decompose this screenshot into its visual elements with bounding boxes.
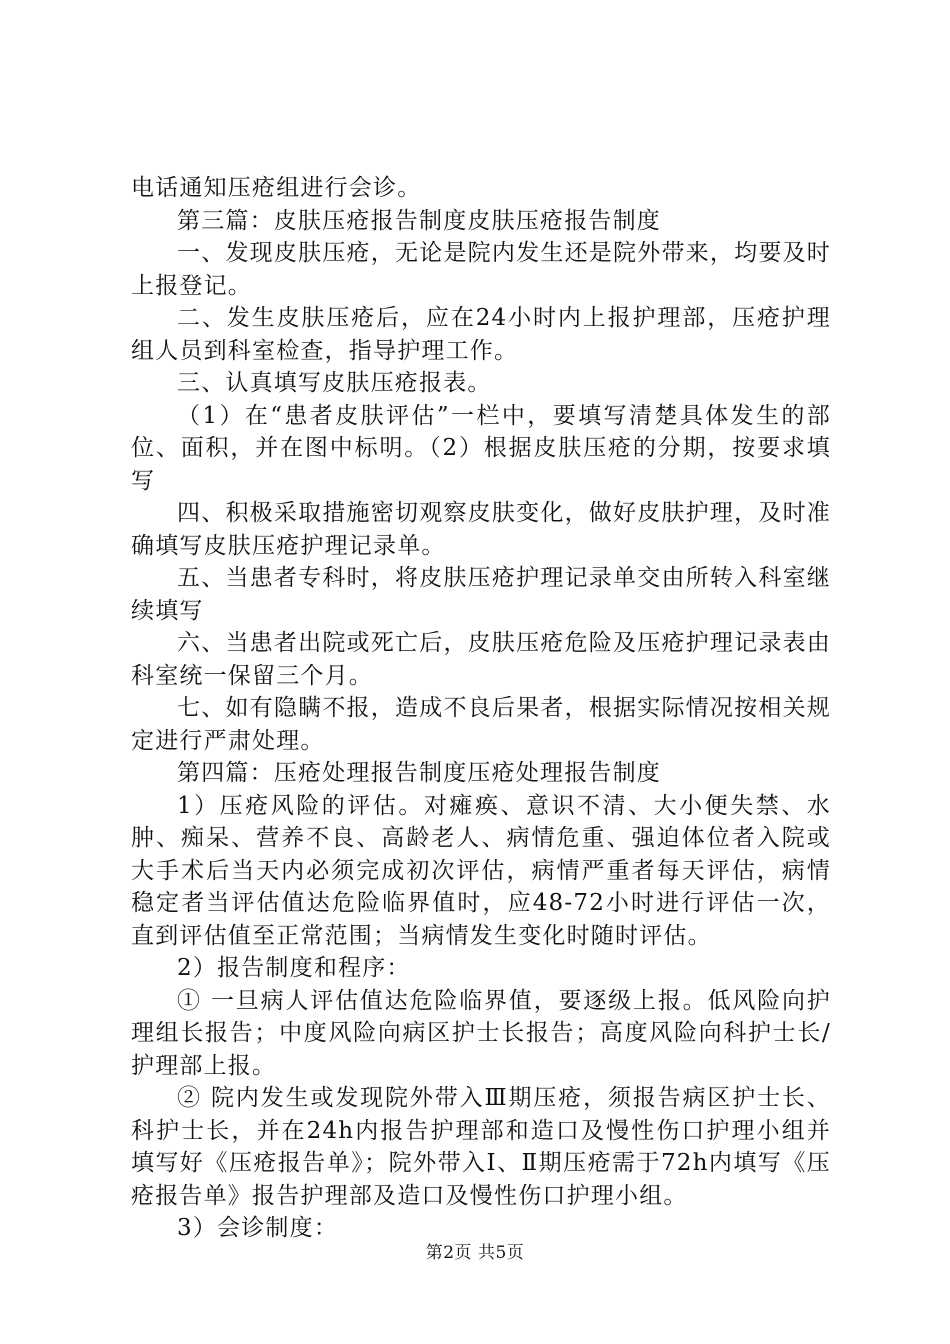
- paragraph-item-3-detail: （1）在“患者皮肤评估”一栏中，要填写清楚具体发生的部位、面积，并在图中标明。（2）根据皮肤压疮的分期，按要求填写: [131, 402, 831, 494]
- paragraph-1: 电话通知压疮组进行会诊。: [131, 175, 422, 201]
- paragraph-item-1: 一、发现皮肤压疮，无论是院内发生还是院外带来，均要及时上报登记。: [131, 240, 831, 299]
- page-number: 第2页 共5页: [425, 1243, 525, 1263]
- paragraph-item-5: 五、当患者专科时，将皮肤压疮护理记录单交由所转入科室继续填写: [131, 565, 831, 624]
- document-body: [131, 172, 831, 1245]
- paragraph-procedure-1: ① 一旦病人评估值达危险临界值，要逐级上报。低风险向护理组长报告；中度风险向病区护士长报告；高度风险向科护士长/护理部上报。: [131, 987, 831, 1079]
- section-heading-3: 第三篇：皮肤压疮报告制度皮肤压疮报告制度: [177, 207, 661, 234]
- paragraph-item-7: 七、如有隐瞒不报，造成不良后果者，根据实际情况按相关规定进行严肃处理。: [131, 695, 831, 754]
- paragraph-item-4: 四、积极采取措施密切观察皮肤变化，做好皮肤护理，及时准确填写皮肤压疮护理记录单。: [131, 500, 831, 559]
- paragraph-report-procedure: 2）报告制度和程序：: [177, 955, 411, 981]
- paragraph-item-3: 三、认真填写皮肤压疮报表。: [177, 370, 492, 396]
- paragraph-risk-assessment: 1）压疮风险的评估。对瘫痪、意识不清、大小便失禁、水肿、痴呆、营养不良、高龄老人、病情危重、强迫体位者入院或大手术后当天内必须完成初次评估，病情严重者每天评估，病情稳定者当评估值达危险临界值时，应48-72小时进行评估一次，直到评估值至正常范围；当病情发生变化时随时评估。: [131, 792, 831, 949]
- paragraph-consultation: 3）会诊制度：: [177, 1215, 339, 1241]
- paragraph-item-6: 六、当患者出院或死亡后，皮肤压疮危险及压疮护理记录表由科室统一保留三个月。: [131, 630, 831, 689]
- section-heading-4: 第四篇：压疮处理报告制度压疮处理报告制度: [177, 760, 661, 786]
- paragraph-procedure-2: ② 院内发生或发现院外带入Ⅲ期压疮，须报告病区护士长、科护士长，并在24h内报告护理部和造口及慢性伤口护理小组并填写好《压疮报告单》；院外带入Ⅰ、Ⅱ期压疮需于72h内填写《压疮报告单》报告护理部及造口及慢性伤口护理小组。: [131, 1085, 831, 1209]
- paragraph-item-2: 二、发生皮肤压疮后，应在24小时内上报护理部，压疮护理组人员到科室检查，指导护理工作。: [131, 305, 831, 364]
